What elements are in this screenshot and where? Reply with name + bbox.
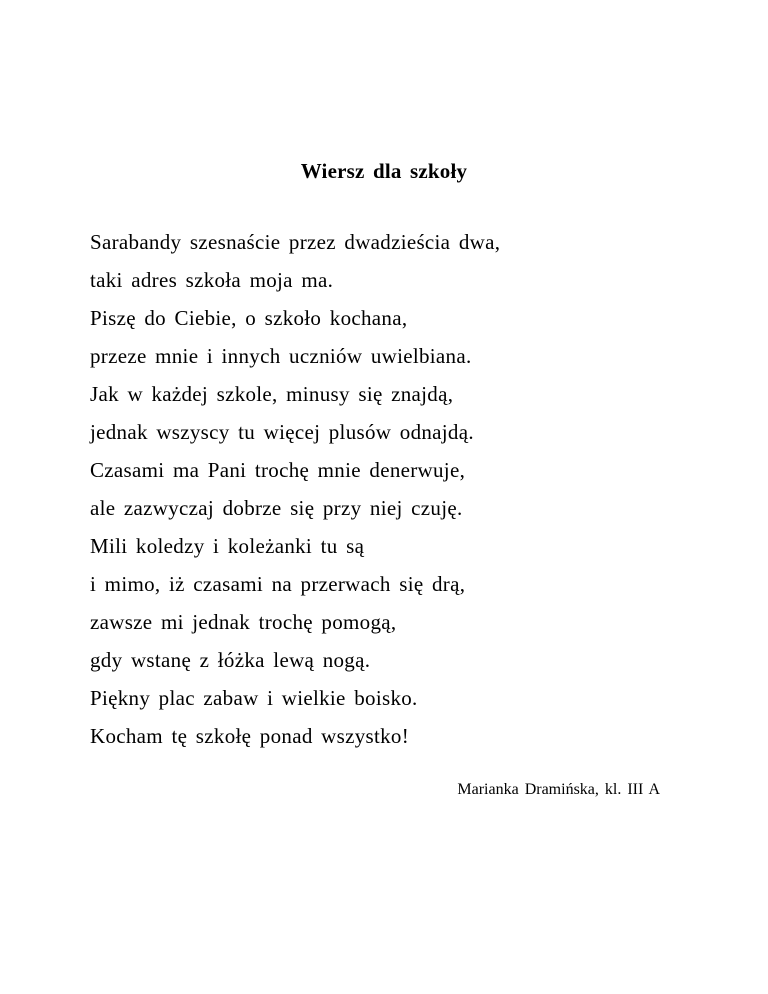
poem-line: Mili koledzy i koleżanki tu są	[90, 534, 365, 558]
poem-line: gdy wstanę z łóżka lewą nogą.	[90, 648, 371, 672]
poem-line: zawsze mi jednak trochę pomogą,	[90, 610, 397, 634]
poem-line: przeze mnie i innych uczniów uwielbiana.	[90, 344, 472, 368]
poem-line: ale zazwyczaj dobrze się przy niej czuję.	[90, 496, 463, 520]
poem-line: i mimo, iż czasami na przerwach się drą,	[90, 572, 466, 596]
poem-title: Wiersz dla szkoły	[300, 159, 468, 183]
poem-body	[90, 230, 500, 762]
author-signature: Marianka Dramińska, kl. III A	[457, 781, 660, 798]
poem-line: taki adres szkoła moja ma.	[90, 268, 334, 292]
poem-line: Jak w każdej szkole, minusy się znajdą,	[90, 382, 454, 406]
poem-line: Piękny plac zabaw i wielkie boisko.	[90, 686, 418, 710]
poem-line: Czasami ma Pani trochę mnie denerwuje,	[90, 458, 466, 482]
poem-line: Sarabandy szesnaście przez dwadzieścia dwa,	[90, 230, 501, 254]
poem-line: Piszę do Ciebie, o szkoło kochana,	[90, 306, 408, 330]
poem-line: Kocham tę szkołę ponad wszystko!	[90, 724, 410, 748]
poem-line: jednak wszyscy tu więcej plusów odnajdą.	[90, 420, 474, 444]
